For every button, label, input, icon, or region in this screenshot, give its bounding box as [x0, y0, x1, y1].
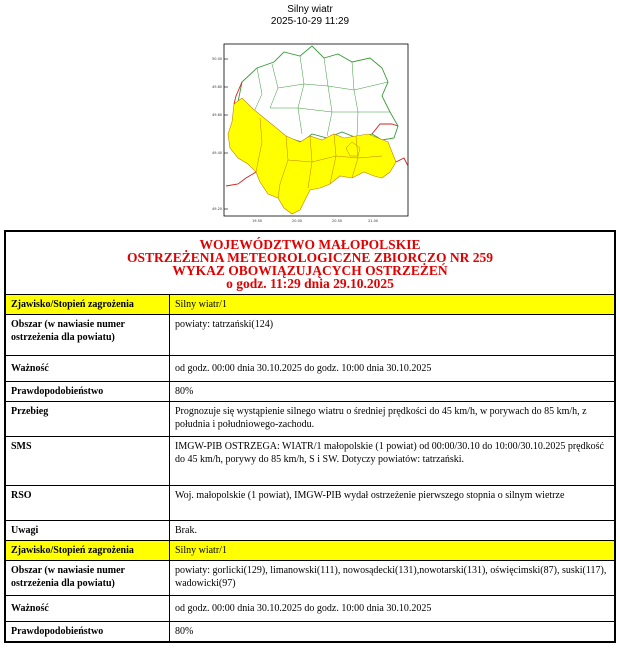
page-title: Silny wiatr — [287, 4, 333, 15]
row-value: Brak. — [170, 521, 616, 541]
row-label: Obszar (w nawiasie numer ostrzeżenia dla powiatu) — [5, 315, 170, 356]
table-row — [5, 541, 615, 561]
table-row — [5, 315, 615, 356]
warnings-table — [4, 230, 616, 643]
table-row — [5, 356, 615, 382]
row-label: Ważność — [5, 596, 170, 622]
table-row — [5, 437, 615, 486]
row-label: Prawdopodobieństwo — [5, 382, 170, 402]
heading-time: o godz. 11:29 dnia 29.10.2025 — [226, 276, 394, 291]
row-label: Prawdopodobieństwo — [5, 622, 170, 643]
table-row — [5, 382, 615, 402]
table-row — [5, 486, 615, 521]
row-label: Zjawisko/Stopień zagrożenia — [5, 295, 170, 315]
heading-region: WOJEWÓDZTWO MAŁOPOLSKIE — [199, 237, 421, 252]
row-value: Prognozuje się wystąpienie silnego wiatru o średniej prędkości do 45 km/h, w porywach do 85 km/h, z południa i południowego-zachodu. — [170, 402, 616, 437]
row-label: RSO — [5, 486, 170, 521]
row-value: powiaty: gorlicki(129), limanowski(111), nowosądecki(131),nowotarski(131), oświęcimski(87), suski(117), wadowicki(97) — [170, 561, 616, 596]
row-label: Uwagi — [5, 521, 170, 541]
heading-bulletin: OSTRZEŻENIA METEOROLOGICZNE ZBIORCZO NR 259 — [126, 250, 494, 265]
row-value: IMGW-PIB OSTRZEGA: WIATR/1 małopolskie (1 powiat) od 00:00/30.10 do 10:00/30.10.2025 prędkość do 45 km/h, porywy do 85 km/h, S i SW. Dotyczy powiatów: tatrzański. — [170, 437, 616, 486]
table-row — [5, 622, 615, 643]
map-x-tick-label: 21.00 — [368, 219, 379, 223]
row-label: Obszar (w nawiasie numer ostrzeżenia dla powiatu) — [5, 561, 170, 596]
row-value: 80% — [170, 622, 616, 643]
row-value: Silny wiatr/1 — [170, 295, 616, 315]
row-value: od godz. 00:00 dnia 30.10.2025 do godz. 10:00 dnia 30.10.2025 — [170, 356, 616, 382]
table-row — [5, 295, 615, 315]
map-x-tick-label: 19.50 — [252, 219, 263, 223]
map-x-tick-label: 20.50 — [332, 219, 343, 223]
map-y-tick-label: 49.20 — [212, 207, 223, 211]
map-y-tick-label: 49.80 — [212, 85, 223, 89]
row-value: 80% — [170, 382, 616, 402]
table-row — [5, 596, 615, 622]
map-y-tick-label: 49.40 — [212, 151, 223, 155]
document-heading — [5, 231, 615, 295]
row-value: powiaty: tatrzański(124) — [170, 315, 616, 356]
heading-list: WYKAZ OBOWIĄZUJĄCYCH OSTRZEŻEŃ — [172, 263, 448, 278]
row-label: SMS — [5, 437, 170, 486]
row-label: Ważność — [5, 356, 170, 382]
table-row — [5, 561, 615, 596]
row-value: Woj. małopolskie (1 powiat), IMGW-PIB wydał ostrzeżenie pierwszego stopnia o silnym wietrze — [170, 486, 616, 521]
table-row — [5, 521, 615, 541]
map-y-tick-label: 49.60 — [212, 113, 223, 117]
map-x-tick-label: 20.00 — [292, 219, 303, 223]
warning-map — [212, 38, 412, 224]
map-y-tick-label: 50.00 — [212, 57, 223, 61]
row-value: od godz. 00:00 dnia 30.10.2025 do godz. 10:00 dnia 30.10.2025 — [170, 596, 616, 622]
row-label: Przebieg — [5, 402, 170, 437]
row-label: Zjawisko/Stopień zagrożenia — [5, 541, 170, 561]
issue-datetime: 2025-10-29 11:29 — [270, 16, 350, 27]
row-value: Silny wiatr/1 — [170, 541, 616, 561]
table-row — [5, 402, 615, 437]
